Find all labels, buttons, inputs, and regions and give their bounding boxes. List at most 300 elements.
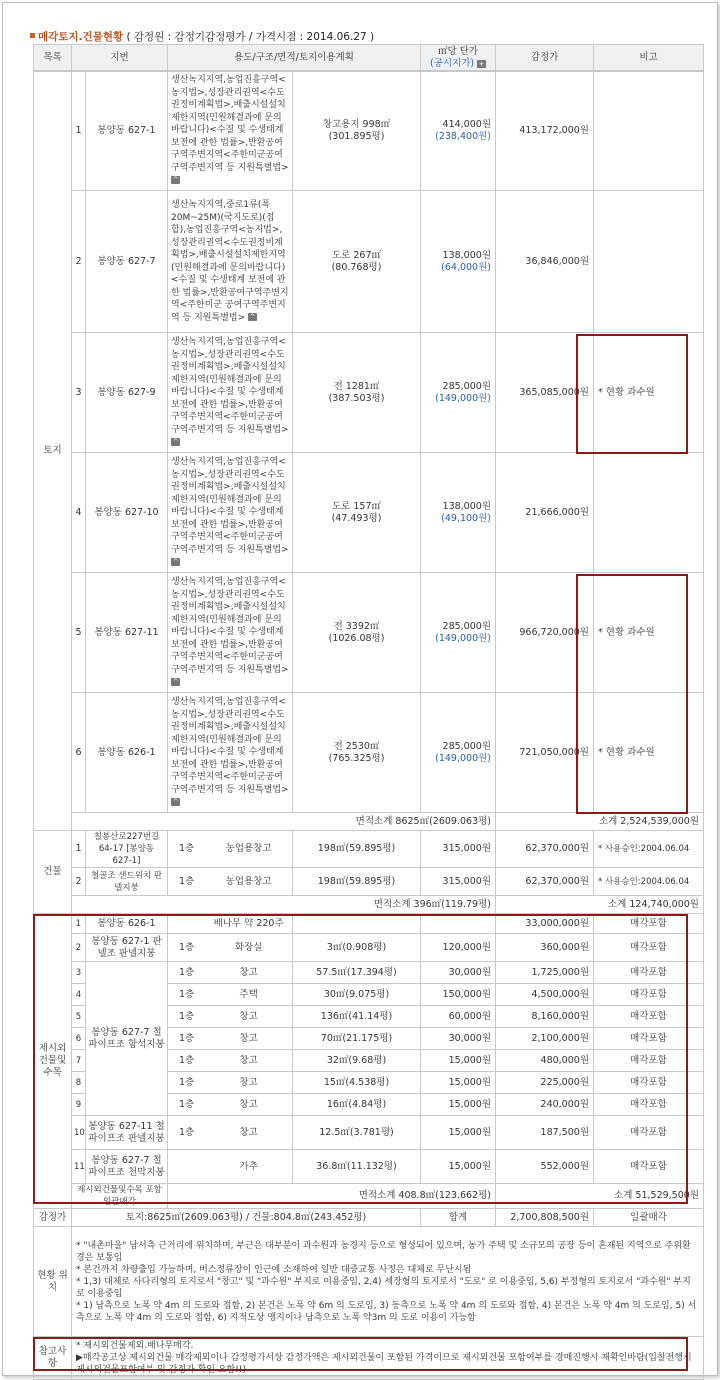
price-cell	[496, 1072, 594, 1094]
item-use: 창고	[239, 1054, 258, 1066]
row-no	[72, 831, 86, 868]
reference-text	[72, 1337, 704, 1380]
group-excluded	[34, 914, 72, 1209]
area-cell	[293, 1072, 421, 1094]
land-subtotal-row	[34, 813, 704, 831]
official-price: (64,000원)	[441, 261, 491, 273]
price-cell	[496, 831, 594, 868]
subtotal-price	[496, 813, 704, 831]
unit-cell	[421, 1072, 496, 1094]
lot-number: 봉양동 627-11	[94, 626, 159, 638]
price-cell	[496, 693, 594, 813]
appraisal-row	[34, 1209, 704, 1227]
unit-price: 285,000원	[442, 380, 491, 392]
unit-cell	[421, 573, 496, 693]
building-row	[34, 868, 704, 896]
appraised-price: 365,085,000원	[519, 386, 589, 398]
lot-cell	[86, 1150, 168, 1184]
area-pyeong: (387.503평)	[328, 392, 385, 404]
lot-cell	[86, 1116, 168, 1150]
official-price: (149,000원)	[435, 752, 491, 764]
building-use: 농업용창고	[225, 875, 272, 887]
unit-price: 414,000원	[442, 118, 491, 130]
appraised-price: 721,050,000원	[519, 746, 589, 758]
lot-number: 봉양동 627-7 철파이프조 천막지붕	[88, 1154, 165, 1178]
building-row	[34, 831, 704, 868]
lot-cell	[86, 71, 168, 191]
land-use-text: 생산녹지지역,중로1류(폭20M~25M)(국지도로)(접합),농업진흥구역<농지법>,성장관리권역<수도권정비계획법>,배출시설설치제한지역(민원해결과에 문의바랍니다)<수질 및 수생태계 보전에 관한 법률>,반환공여구역주변지역<주한미군 공여구역주변지역 등 지원특별법>	[171, 200, 289, 323]
unit-price: 285,000원	[442, 620, 491, 632]
col-lot: 지번	[72, 45, 168, 72]
note-cell	[594, 1028, 704, 1050]
unit-price: 60,000원	[448, 1010, 491, 1022]
row-number: 4	[75, 989, 82, 1000]
row-number: 8	[75, 1077, 82, 1088]
floor: 1층	[178, 1032, 195, 1044]
appraisal-label-cell	[34, 1209, 72, 1227]
floor: 1층	[178, 941, 195, 953]
row-number: 9	[75, 1099, 82, 1110]
lot-number: 철골조 샌드위치 판넬지붕	[90, 870, 163, 893]
area-cell	[293, 962, 421, 984]
note-text: 매각포함	[630, 1160, 667, 1172]
price-cell	[496, 1094, 594, 1116]
reference-label-cell	[34, 1337, 72, 1380]
floor: 1층	[178, 988, 195, 1000]
excluded-subtotal-price: 소계 51,529,500원	[614, 1190, 699, 1201]
unit-price: 150,000원	[442, 988, 491, 1000]
lot-cell	[86, 693, 168, 813]
area: 16㎡(4.84평)	[326, 1098, 387, 1110]
note-cell	[594, 453, 704, 573]
excluded-subtotal-row	[34, 1184, 704, 1209]
price-cell	[496, 453, 594, 573]
col-unit: ㎡당 단가 (공시지가) +	[421, 45, 496, 72]
use-cell	[168, 1094, 293, 1116]
unit-price: 30,000원	[448, 1032, 491, 1044]
excluded-row	[34, 914, 704, 934]
note-cell	[594, 1094, 704, 1116]
lot-cell	[86, 831, 168, 868]
unit-price: 15,000원	[448, 1160, 491, 1172]
floor: 1층	[178, 1010, 195, 1022]
area-cell	[293, 1094, 421, 1116]
floor: 1층	[178, 966, 195, 978]
area-sqm: 전 2530㎡	[333, 740, 380, 752]
unit-cell	[421, 333, 496, 453]
col-price: 감정가	[496, 45, 594, 72]
area-pyeong: (80.768평)	[331, 261, 382, 273]
collapse-icon[interactable]: ^	[172, 175, 179, 184]
area-sqm: 창고용지 998㎡	[322, 118, 391, 130]
unit-cell	[421, 1006, 496, 1028]
unit-price: 15,000원	[448, 1076, 491, 1088]
lot-number: 봉양동 627-1 판넬조 판넬지붕	[91, 935, 162, 959]
area-cell	[293, 1050, 421, 1072]
unit-cell	[421, 1094, 496, 1116]
area-cell	[293, 934, 421, 962]
row-number: 3	[75, 386, 82, 398]
unit-price: 30,000원	[448, 966, 491, 978]
appraised-price: 36,846,000원	[525, 255, 589, 267]
appraisal-note: 일괄매각	[630, 1211, 667, 1223]
area-cell	[293, 693, 421, 813]
appraised-price: 4,500,000원	[531, 988, 589, 1000]
area: 15㎡(4.538평)	[323, 1076, 390, 1088]
area-cell	[293, 573, 421, 693]
land-subtotal-price: 소계 2,524,539,000원	[598, 815, 699, 827]
area-cell	[293, 1006, 421, 1028]
land-use-text: 생산녹지지역,농업진흥구역<농지법>,성장관리권역<수도권정비계획법>,배출시설설치제한지역(민원해결과에 문의바랍니다)<수질 및 수생태계 보전에 관한 법률>,반환공여구역주변지역<주한미군공여구역주변지역 등 지원특별법>	[171, 697, 289, 795]
note-cell	[594, 914, 704, 934]
land-row	[34, 453, 704, 573]
lot-cell	[86, 191, 168, 333]
area-pyeong: (1026.08평)	[328, 632, 385, 644]
official-price: (49,100원)	[441, 512, 491, 524]
note-cell	[594, 1006, 704, 1028]
area-cell	[293, 71, 421, 191]
official-price: (238,400원)	[435, 130, 491, 142]
appraised-price: 8,160,000원	[531, 1010, 589, 1022]
price-cell	[496, 71, 594, 191]
location-line: * 1) 남측으로 노폭 약 4m 의 도로와 접함, 2) 본건은 노폭 약 6m 의 도로임, 3) 동측으로 노폭 약 4m 의 도로와 접함, 4) 본건은 노폭 약 4m 의 도로임, 5) 서측으로 노폭 약 4m 의 도로와 접함, 6) 지적도상 맹지이나 남측으로 노폭 약3m 의 도로 이용이 가능함	[76, 1300, 697, 1323]
appraised-price: 62,370,000원	[525, 875, 589, 887]
row-number: 11	[74, 1161, 85, 1172]
unit-cell	[421, 914, 496, 934]
appraised-price: 966,720,000원	[519, 626, 589, 638]
note-cell	[594, 333, 704, 453]
lot-cell	[86, 914, 168, 934]
note-text: 매각포함	[630, 1076, 667, 1088]
note-cell	[594, 191, 704, 333]
appraiser-info: ( 감정원 : 감정기감정평가 / 가격시점 : 2014.06.27 )	[126, 31, 375, 43]
unit-cell	[421, 934, 496, 962]
unit-price: 15,000원	[448, 1126, 491, 1138]
item-use: 창고	[239, 1126, 258, 1138]
area-cell	[293, 984, 421, 1006]
area: 36.8㎡(11.132평)	[316, 1160, 397, 1172]
price-cell	[496, 914, 594, 934]
appraisal-label: 감정가	[38, 1211, 67, 1223]
use-cell	[168, 1006, 293, 1028]
row-no	[72, 333, 86, 453]
item-use: 창고	[239, 966, 258, 978]
row-no	[72, 1050, 86, 1072]
total-label-cell	[421, 1209, 496, 1227]
building-subtotal-area: 면적소계 396㎡(119.79평)	[373, 898, 491, 910]
row-no	[72, 1116, 86, 1150]
appraisal-total-label: 합계	[448, 1211, 468, 1223]
row-no	[72, 868, 86, 896]
floor	[168, 918, 205, 930]
use-cell	[168, 333, 293, 453]
lot-cell	[86, 333, 168, 453]
unit-cell	[421, 1150, 496, 1184]
item-use: 창고	[239, 1032, 258, 1044]
note-cell	[594, 1150, 704, 1184]
unit-cell	[421, 71, 496, 191]
row-no	[72, 1006, 86, 1028]
unit-cell	[421, 962, 496, 984]
lot-number: 봉양동 627-11 철파이프조 판넬지붕	[88, 1120, 165, 1144]
group-building	[34, 831, 72, 914]
unit-cell	[421, 1028, 496, 1050]
note-text: 매각포함	[630, 1032, 667, 1044]
item-use: 배나무 약 220주	[213, 917, 284, 929]
row-no	[72, 191, 86, 333]
appraised-price: 225,000원	[540, 1076, 589, 1088]
floor: 1층	[178, 875, 195, 887]
area: 32㎡(9.68평)	[326, 1054, 387, 1066]
table-header	[34, 45, 704, 72]
item-use: 창고	[239, 1010, 258, 1022]
use-cell	[168, 1150, 293, 1184]
excluded-row	[34, 1116, 704, 1150]
item-use: 화장실	[234, 941, 263, 953]
unit-cell	[421, 1116, 496, 1150]
price-cell	[496, 1050, 594, 1072]
subtotal-price	[496, 1184, 704, 1209]
reference-line-1: * 제시외건물제외.배나무매각.	[76, 1341, 194, 1351]
property-body	[33, 70, 704, 1380]
row-number: 1	[75, 843, 82, 854]
section-header	[30, 29, 374, 44]
price-cell	[496, 984, 594, 1006]
note-text: 매각포함	[630, 1126, 667, 1138]
appraised-price: 62,370,000원	[525, 843, 589, 854]
note-cell	[594, 831, 704, 868]
appraised-price: 413,172,000원	[519, 124, 589, 136]
note-text: * 사용승인:2004.06.04	[598, 844, 690, 854]
note-text: * 현황 과수원	[598, 746, 655, 758]
lot-cell	[86, 453, 168, 573]
note-text: 매각포함	[630, 917, 667, 929]
item-use: 창고	[239, 1076, 258, 1088]
appraised-price: 21,666,000원	[525, 506, 589, 518]
area: 70㎡(21.175평)	[320, 1032, 393, 1044]
unit-cell	[421, 693, 496, 813]
use-cell	[168, 1028, 293, 1050]
location-label-cell	[34, 1227, 72, 1337]
land-use-text: 생산녹지지역,농업진흥구역<농지법>,성장관리권역<수도권정비계획법>,배출시설설치제한지역(민원해결과에 문의바랍니다)<수질 및 수생태계 보전에 관한 법률>,반환공여구역주변지역<주한미군공여구역주변지역 등 지원특별법>	[171, 457, 289, 555]
note-text: 매각포함	[630, 1010, 667, 1022]
area: 12.5㎡(3.781평)	[319, 1126, 394, 1138]
lot-number: 봉양동 626-1	[97, 746, 156, 758]
row-number: 6	[75, 746, 82, 758]
collapse-icon[interactable]: ^	[249, 313, 256, 321]
unit-cell	[421, 1050, 496, 1072]
area-sqm: 전 3392㎡	[333, 620, 380, 632]
subtotal-area	[168, 1184, 496, 1209]
price-cell	[496, 962, 594, 984]
subtotal-area	[72, 813, 496, 831]
note-text: 매각포함	[630, 941, 667, 953]
note-text: 매각포함	[630, 1054, 667, 1066]
collapse-icon[interactable]: ^	[172, 437, 179, 446]
area: 57.5㎡(17.394평)	[316, 966, 397, 978]
area: 3㎡(0.908평)	[326, 941, 387, 953]
group-label-land: 토지	[43, 444, 62, 456]
subtotal-label	[72, 1184, 168, 1209]
subtotal-area	[72, 896, 496, 914]
use-cell	[168, 1072, 293, 1094]
land-row	[34, 573, 704, 693]
lot-cell	[86, 962, 168, 1116]
collapse-icon[interactable]: ^	[172, 797, 179, 806]
price-cell	[496, 573, 594, 693]
note-text: * 현황 과수원	[598, 626, 655, 638]
row-number: 5	[75, 626, 82, 638]
subtotal-price	[496, 896, 704, 914]
unit-price: 15,000원	[448, 1054, 491, 1066]
floor: 1층	[178, 1054, 195, 1066]
row-number: 2	[75, 875, 82, 887]
price-cell	[496, 868, 594, 896]
area-cell	[293, 831, 421, 868]
official-price: (149,000원)	[435, 392, 491, 404]
unit-price: 138,000원	[442, 500, 491, 512]
note-cell	[594, 868, 704, 896]
note-cell	[594, 1209, 704, 1227]
area-cell	[293, 1116, 421, 1150]
note-text: * 사용승인:2004.06.04	[598, 876, 690, 887]
group-land	[34, 71, 72, 831]
expand-icon[interactable]: +	[478, 59, 485, 68]
item-use: 가추	[239, 1160, 258, 1172]
land-subtotal-area: 면적소계 8625㎡(2609.063평)	[355, 815, 491, 827]
group-label-building: 건물	[43, 866, 62, 877]
floor: 1층	[178, 1126, 195, 1138]
unit-price: 315,000원	[442, 875, 491, 887]
excluded-subtotal-label: 제시외건물및수목 포함 일괄매각	[77, 1185, 162, 1207]
row-no	[72, 693, 86, 813]
appraised-price: 1,725,000원	[531, 966, 589, 978]
row-no	[72, 1150, 86, 1184]
land-row	[34, 333, 704, 453]
price-cell	[496, 191, 594, 333]
location-line: * "내촌마을" 남서측 근거리에 위치하며, 부근은 대부분이 과수원과 농경지 등으로 형성되어 있으며, 농가 주택 및 소규모의 공장 등이 혼재된 지역으로 주위환경은 보통임	[76, 1240, 691, 1263]
item-use: 창고	[239, 1098, 258, 1110]
use-cell	[168, 191, 293, 333]
note-text: 매각포함	[630, 1098, 667, 1110]
lot-number: 봉양동 627-7 철파이프조 함석지붕	[88, 1026, 165, 1050]
unit-cell	[421, 868, 496, 896]
area-pyeong: (765.325평)	[328, 752, 385, 764]
note-cell	[594, 1072, 704, 1094]
unit-cell	[421, 453, 496, 573]
official-price: (149,000원)	[435, 632, 491, 644]
lot-cell	[86, 573, 168, 693]
note-cell	[594, 71, 704, 191]
price-cell	[496, 934, 594, 962]
collapse-icon[interactable]: ^	[172, 677, 179, 686]
unit-cell	[421, 191, 496, 333]
use-cell	[168, 831, 293, 868]
excluded-row	[34, 962, 704, 984]
unit-cell	[421, 831, 496, 868]
note-cell	[594, 962, 704, 984]
row-number: 2	[75, 942, 82, 953]
unit-price: 315,000원	[442, 843, 491, 854]
area: 198㎡(59.895평)	[317, 843, 396, 854]
location-text	[72, 1227, 704, 1337]
appraised-price: 187,500원	[540, 1126, 589, 1138]
note-cell	[594, 1050, 704, 1072]
note-cell	[594, 573, 704, 693]
official-price-link[interactable]: (공시지가)	[429, 58, 475, 69]
location-line: * 1,3) 대체로 사다리형의 토지로서 "창고" 및 "과수원" 부지로 이용중임, 2,4) 세장형의 토지로서 "도로" 로 이용중임, 5,6) 부정형의 토지로서 "과수원" 부지로 이용중임	[76, 1276, 691, 1299]
row-number: 1	[75, 124, 82, 136]
area-cell	[293, 1028, 421, 1050]
row-no	[72, 71, 86, 191]
lot-number: 봉양동 627-1	[97, 124, 156, 136]
excluded-row	[34, 1150, 704, 1184]
price-cell	[496, 333, 594, 453]
excluded-row	[34, 934, 704, 962]
row-no	[72, 1094, 86, 1116]
item-use: 주택	[239, 988, 258, 1000]
floor: 1층	[178, 843, 195, 854]
floor	[168, 1161, 205, 1173]
row-number: 3	[75, 967, 82, 978]
area: 30㎡(9.075평)	[323, 988, 390, 1000]
group-label-excluded: 제시외 건물및 수목	[38, 1043, 67, 1078]
land-use-text: 생산녹지지역,농업진흥구역<농지법>,성장관리권역<수도권정비계획법>,배출시설설치제한지역(민원해결과에 문의바랍니다)<수질 및 수생태계 보전에 관한 법률>,반환공여구역주변지역<주한미군공여구역주변지역 등 지원특별법>	[171, 577, 289, 675]
appraisal-area-cell	[72, 1209, 421, 1227]
floor: 1층	[178, 1076, 195, 1088]
lot-number: 봉양동 626-1	[97, 917, 156, 929]
note-cell	[594, 934, 704, 962]
bullet-icon	[30, 33, 35, 38]
price-cell	[496, 1028, 594, 1050]
use-cell	[168, 914, 293, 934]
land-row	[34, 693, 704, 813]
row-no	[72, 962, 86, 984]
note-text: 매각포함	[630, 988, 667, 1000]
area-cell	[293, 333, 421, 453]
total-cell	[496, 1209, 594, 1227]
use-cell	[168, 1050, 293, 1072]
use-cell	[168, 693, 293, 813]
price-cell	[496, 1006, 594, 1028]
lot-number: 봉양동 627-10	[94, 506, 159, 518]
use-cell	[168, 71, 293, 191]
section-title: 매각토지.건물현황	[38, 31, 124, 43]
use-cell	[168, 453, 293, 573]
area-pyeong: (47.493평)	[331, 512, 382, 524]
row-number: 7	[75, 1055, 82, 1066]
row-no	[72, 984, 86, 1006]
appraisal-area: 토지:8625㎡(2609.063평) / 건물:804.8㎡(243.452평)	[125, 1211, 367, 1223]
row-number: 5	[75, 1011, 82, 1022]
area-cell	[293, 453, 421, 573]
unit-price: 120,000원	[442, 941, 491, 953]
area: 136㎡(41.14평)	[320, 1010, 393, 1022]
note-cell	[594, 1116, 704, 1150]
building-subtotal-row	[34, 896, 704, 914]
unit-cell	[421, 984, 496, 1006]
reference-row	[34, 1337, 704, 1380]
use-cell	[168, 868, 293, 896]
appraised-price: 33,000,000원	[525, 917, 589, 929]
note-text: * 현황 과수원	[598, 386, 655, 398]
price-cell	[496, 1150, 594, 1184]
note-text: 매각포함	[630, 966, 667, 978]
row-number: 6	[75, 1033, 82, 1044]
area-cell	[293, 191, 421, 333]
collapse-icon[interactable]: ^	[172, 557, 179, 566]
row-no	[72, 934, 86, 962]
